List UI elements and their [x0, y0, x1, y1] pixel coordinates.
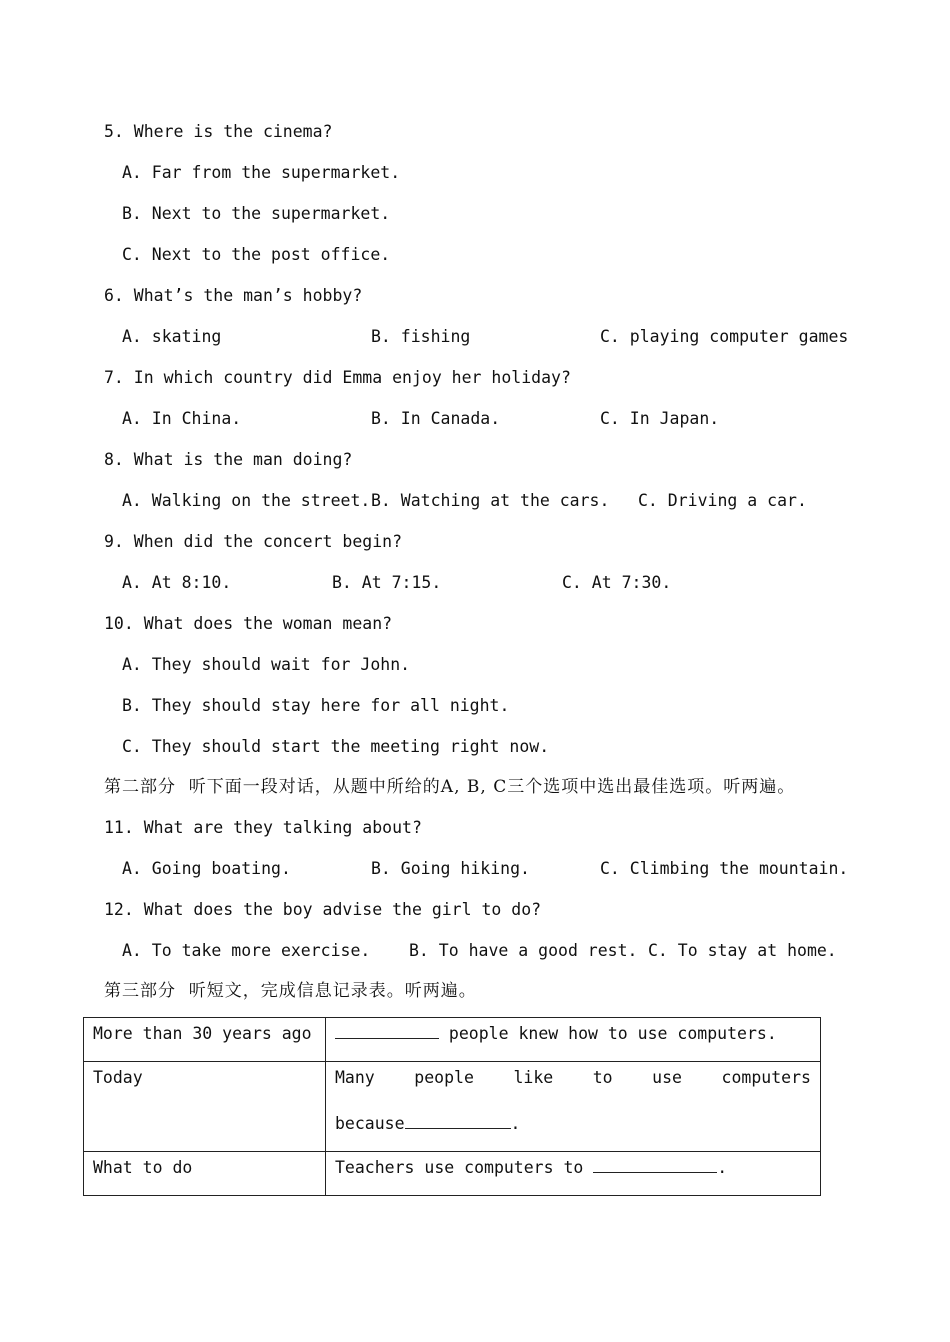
question-11-option-b[interactable]: B. Going hiking. — [371, 859, 530, 878]
question-6-option-a[interactable]: A. skating — [122, 327, 222, 346]
question-5-option-b[interactable]: B. Next to the supermarket. — [122, 204, 391, 223]
row-content-what-to-do — [326, 1152, 821, 1196]
question-8-option-c[interactable]: C. Driving a car. — [638, 491, 807, 510]
question-8-stem: 8. What is the man doing? — [104, 450, 353, 469]
question-6-option-b[interactable]: B. fishing — [371, 327, 471, 346]
question-10-option-a[interactable]: A. They should wait for John. — [122, 655, 411, 674]
today-word: to — [592, 1068, 613, 1087]
question-12-stem: 12. What does the boy advise the girl to do? — [104, 900, 542, 919]
question-6-stem: 6. What’s the man’s hobby? — [104, 286, 363, 305]
question-12-option-a[interactable]: A. To take more exercise. — [122, 941, 371, 960]
question-11-option-a[interactable]: A. Going boating. — [122, 859, 291, 878]
question-7-option-a[interactable]: A. In China. — [122, 409, 242, 428]
row-text-past: people knew how to use computers. — [439, 1024, 777, 1043]
today-word: Many — [335, 1068, 375, 1087]
row-label-today: Today — [84, 1062, 326, 1152]
question-9-option-a[interactable]: A. At 8:10. — [122, 573, 232, 592]
part-2-heading: 第二部分 听下面一段对话，从题中所给的A, B, C三个选项中选出最佳选项。听两遍。 — [104, 777, 796, 797]
table-row — [84, 1018, 821, 1062]
answer-blank-2[interactable] — [405, 1114, 511, 1129]
question-9-option-c[interactable]: C. At 7:30. — [562, 573, 672, 592]
today-because: because — [335, 1114, 405, 1133]
table-row — [84, 1152, 821, 1196]
question-9-option-b[interactable]: B. At 7:15. — [332, 573, 442, 592]
question-10-option-c[interactable]: C. They should start the meeting right now. — [122, 737, 550, 756]
part-3-heading: 第三部分 听短文，完成信息记录表。听两遍。 — [104, 981, 477, 1001]
today-end: . — [510, 1114, 521, 1133]
today-word: like — [513, 1068, 554, 1087]
question-7-option-c[interactable]: C. In Japan. — [600, 409, 720, 428]
question-5-option-a[interactable]: A. Far from the supermarket. — [122, 163, 401, 182]
question-5-stem: 5. Where is the cinema? — [104, 122, 333, 141]
info-record-table — [83, 1017, 821, 1196]
question-10-stem: 10. What does the woman mean? — [104, 614, 393, 633]
question-11-option-c[interactable]: C. Climbing the mountain. — [600, 859, 849, 878]
question-6-option-c[interactable]: C. playing computer games — [600, 327, 849, 346]
today-sentence-line — [335, 1068, 811, 1087]
question-9-stem: 9. When did the concert begin? — [104, 532, 403, 551]
today-word: use — [652, 1068, 682, 1087]
today-because-line — [335, 1114, 811, 1133]
question-12-option-b[interactable]: B. To have a good rest. — [409, 941, 638, 960]
answer-blank-1[interactable] — [335, 1024, 439, 1039]
question-12-option-c[interactable]: C. To stay at home. — [648, 941, 837, 960]
today-word: people — [414, 1068, 474, 1087]
question-10-option-b[interactable]: B. They should stay here for all night. — [122, 696, 510, 715]
question-11-stem: 11. What are they talking about? — [104, 818, 422, 837]
row-text-what-to-do: Teachers use computers to — [335, 1158, 594, 1177]
answer-blank-3[interactable] — [593, 1158, 717, 1173]
table-row — [84, 1062, 821, 1152]
row-content-today — [326, 1062, 821, 1152]
question-8-option-a[interactable]: A. Walking on the street. — [122, 491, 371, 510]
question-7-option-b[interactable]: B. In Canada. — [371, 409, 501, 428]
row-end-what-to-do: . — [717, 1158, 728, 1177]
today-word: computers — [721, 1068, 811, 1087]
row-content-past — [326, 1018, 821, 1062]
question-5-option-c[interactable]: C. Next to the post office. — [122, 245, 391, 264]
question-7-stem: 7. In which country did Emma enjoy her holiday? — [104, 368, 571, 387]
question-8-option-b[interactable]: B. Watching at the cars. — [371, 491, 610, 510]
row-label-what-to-do: What to do — [84, 1152, 326, 1196]
row-label-past: More than 30 years ago — [84, 1018, 326, 1062]
